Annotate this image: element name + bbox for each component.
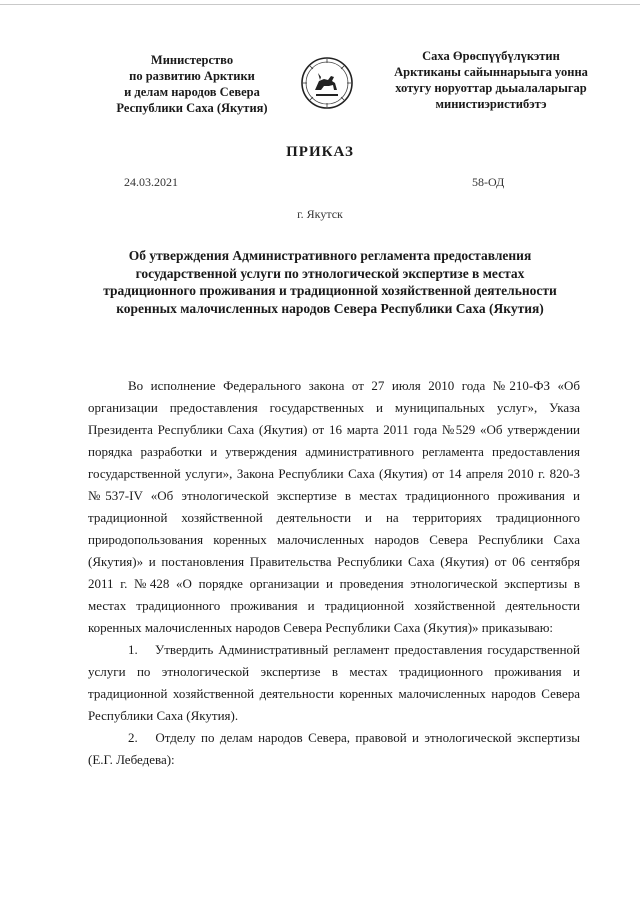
- ministry-name-russian: [96, 52, 288, 116]
- item-number: 2.: [128, 730, 138, 745]
- ministry-line: Арктиканы сайыннарыыга уонна: [394, 65, 588, 79]
- document-title: ПРИКАЗ: [286, 144, 354, 160]
- ministry-line: Саха Өрөспүүбүлүкэтин: [422, 49, 560, 63]
- intro-paragraph: Во исполнение Федерального закона от 27 июля 2010 года №210-ФЗ «Об организации предоставления государственных и муниципальных услуг», Указа Президента Республики Саха (Якутия) от 16 марта 2011 года №529 «Об утверждении порядка разработки и утверждения административного регламента предоставления государственной услуги», Закона Республики Саха (Якутия) от 14 апреля 2010 г. 820-З №537-IV «Об этнологической экспертизе в местах традиционного проживания и традиционной хозяйственной деятельности и на территориях традиционного природопользования коренных малочисленных народов Севера Республики Саха (Якутия)» и постановления Правительства Республики Саха (Якутия) от 06 сентября 2011 г. №428 «О порядке организации и проведения этнологической экспертизы в местах традиционного проживания и традиционной хозяйственной деятельности коренных малочисленных народов Севера Республики Саха (Якутия)» приказываю:: [88, 378, 580, 635]
- order-item: [88, 639, 580, 727]
- item-text: Отделу по делам народов Севера, правовой и этнологической экспертизы (Е.Г. Лебедева):: [88, 730, 580, 767]
- scan-edge-line: [0, 4, 640, 5]
- order-subject: Об утверждения Административного регламента предоставления государственной услуги по этнологической экспертизе в местах традиционного проживания и традиционной хозяйственной деятельности коренных малочисленных народов Севера Республики Саха (Якутия): [103, 248, 557, 316]
- coat-of-arms-emblem-icon: [300, 56, 354, 110]
- ministry-name-yakut: [372, 48, 610, 112]
- order-city: г. Якутск: [297, 207, 343, 221]
- ministry-line: министиэристибэтэ: [435, 97, 547, 111]
- ministry-line: по развитию Арктики: [129, 69, 255, 83]
- ministry-line: Министерство: [150, 53, 234, 67]
- order-number: 58-ОД: [472, 175, 505, 189]
- item-text: Утвердить Административный регламент предоставления государственной услуги по этнологической экспертизе в местах традиционного проживания и традиционной хозяйственной деятельности коренных малочисленных народов Севера Республики Саха (Якутия).: [88, 642, 580, 723]
- ministry-line: Республики Саха (Якутия): [116, 101, 268, 115]
- ministry-line: и делам народов Севера: [124, 85, 260, 99]
- item-number: 1.: [128, 642, 138, 657]
- ministry-line: хотугу норуоттар дьыалаларыгар: [395, 81, 587, 95]
- order-item: [88, 727, 580, 771]
- order-date: 24.03.2021: [124, 175, 178, 189]
- order-body: [88, 375, 580, 771]
